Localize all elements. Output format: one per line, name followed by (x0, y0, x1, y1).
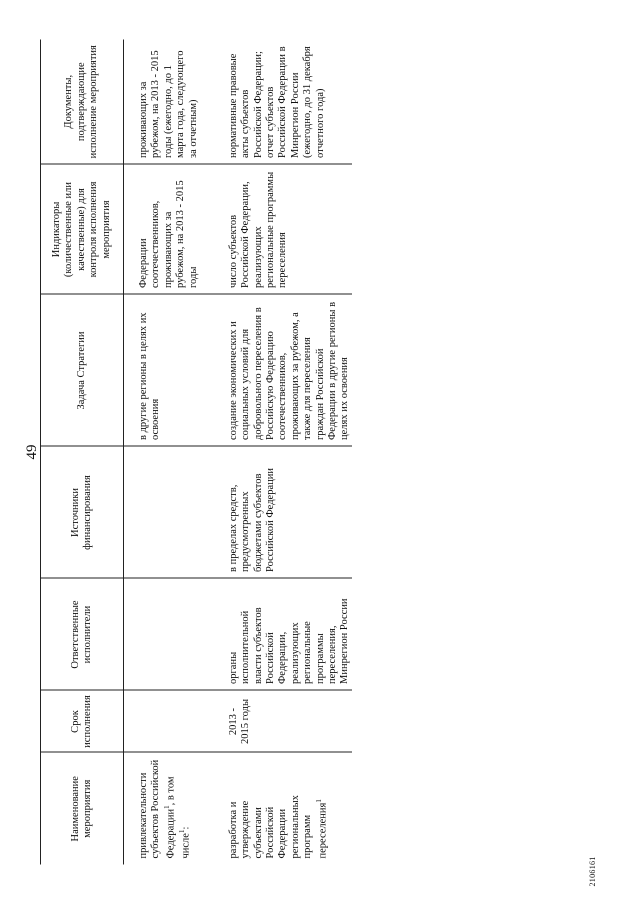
cell-name-text: разработка и утверждение субъектами Российской Федерации региональных программ переселения (227, 795, 328, 859)
cell-task: создание экономических и социальных условий для добровольного переселения в Российскую Федерацию соотечественников, проживающих за рубежом, а также для переселения граждан Российской Федерации в другие регионы в целях их освоения (222, 295, 352, 447)
footnote-mark: 1 (162, 805, 171, 809)
document-id: 2106161 (588, 856, 597, 887)
cell-name (222, 753, 352, 865)
header-funding: Источники финансирования (41, 447, 124, 579)
cell-name-text: привлекательности субъектов Российской Федерации (138, 759, 177, 859)
cell-documents: нормативные правовые акты субъектов Российской Федерации; отчет субъектов Российской Федерации в Минрегион России (ежегодно, до 31 декабря отчетного года) (222, 40, 352, 165)
header-executors: Ответственные исполнители (41, 579, 124, 691)
cell-executors (124, 579, 222, 691)
measures-table (40, 40, 352, 865)
header-row (41, 40, 124, 865)
cell-funding (124, 447, 222, 579)
footnote-mark: 1 (177, 829, 186, 834)
header-task: Задача Стратегии (41, 295, 124, 447)
cell-term: 2013 - 2015 годы (222, 691, 352, 753)
cell-term (124, 691, 222, 753)
header-term: Срок исполнения (41, 691, 124, 753)
cell-indicators: число субъектов Российской Федерации, реализующих региональные программы переселения (222, 165, 352, 295)
cell-name-tail: , в том числе (165, 776, 192, 859)
table-row (124, 40, 222, 865)
cell-documents: проживающих за рубежом, на 2013 - 2015 годы (ежегодно, до 1 марта года, следующего за отчетным) (124, 40, 222, 165)
cell-indicators: Федерации соотечественников, проживающих за рубежом, на 2013 - 2015 годы (124, 165, 222, 295)
cell-executors: органы исполнительной власти субъектов Российской Федерации, реализующих региональные программы переселения, Минрегион России (222, 579, 352, 691)
cell-name-end: : (180, 826, 192, 830)
cell-funding: в пределах средств, предусмотренных бюджетами субъектов Российской Федерации (222, 447, 352, 579)
page-number: 49 (24, 444, 40, 460)
table-row (222, 40, 352, 865)
footnote-mark: 1 (314, 799, 323, 803)
header-documents: Документы, подтверждающие исполнение мероприятия (41, 40, 124, 165)
cell-task: в другие регионы в целях их освоения (124, 295, 222, 447)
header-name: Наименование мероприятия (41, 753, 124, 865)
header-indicators: Индикаторы (количественные или качественные) для контроля исполнения мероприятия (41, 165, 124, 295)
cell-name (124, 753, 222, 865)
